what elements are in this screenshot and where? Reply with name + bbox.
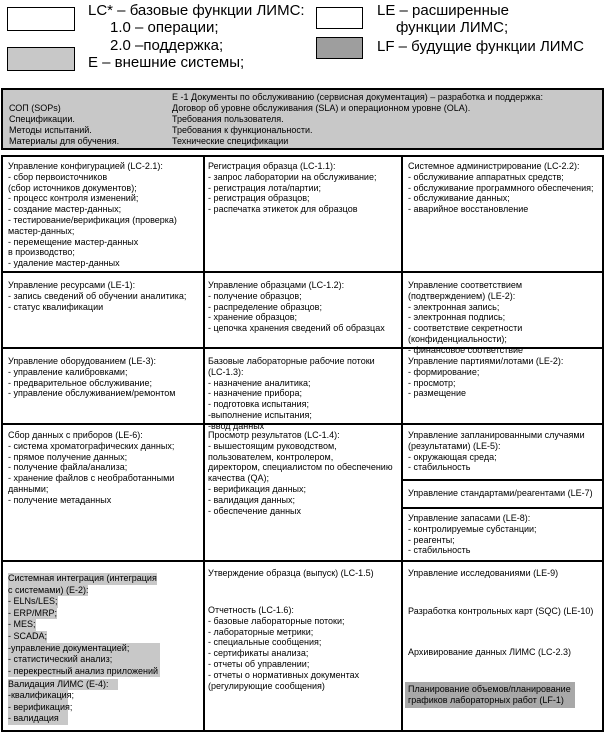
- cell-reporting: [208, 605, 359, 691]
- cell-equipment-management: [8, 356, 175, 399]
- grid-divider: [203, 157, 205, 730]
- cell-line: - назначение аналитика;: [208, 377, 311, 388]
- cell-line: - предварительное обслуживание;: [8, 377, 152, 388]
- cell-line: - SCADA;: [8, 630, 48, 641]
- grid-divider: [403, 507, 602, 509]
- cell-line: - верификация;: [8, 701, 73, 712]
- cell-results-review: [208, 430, 393, 516]
- cell-line: - отчеты об управлении;: [208, 658, 310, 669]
- cell-line: - просмотр;: [408, 377, 456, 388]
- cell-line: - базовые лабораторные потоки;: [208, 615, 345, 626]
- cell-line: - ELNs/LES;: [8, 596, 58, 607]
- cell-line: - вышестоящим руководством,: [208, 440, 337, 451]
- cell-line: - обслуживание данных;: [408, 193, 510, 204]
- cell-line: - прямое получение данных;: [8, 451, 128, 462]
- cell-line: -управление документацией;: [8, 643, 160, 655]
- cell-line: в производство;: [8, 247, 75, 258]
- cell-scheduled-events: [408, 430, 585, 473]
- cell-line: - перекрестный анализ приложений: [8, 665, 159, 676]
- cell-inventory-management: [408, 513, 537, 556]
- cell-line: - размещение: [408, 388, 467, 399]
- cell-line: Управление стандартами/реагентами (LE-7): [408, 488, 593, 498]
- cell-line: - назначение прибора;: [208, 388, 303, 399]
- cell-line: Управление образцами (LC-1.2):: [208, 280, 345, 290]
- cell-line: - распределение образцов;: [208, 301, 322, 312]
- cell-line: Отчетность (LC-1.6):: [208, 605, 294, 615]
- cell-line: - цепочка хранения сведений об образцах: [208, 323, 385, 334]
- legend-lc-line3: 2.0 –поддержка;: [110, 37, 224, 54]
- cell-instrument-data: [8, 430, 174, 506]
- cell-line: - аварийное восстановление: [408, 204, 529, 215]
- cell-line: Системное администрирование (LC-2.2):: [408, 161, 580, 171]
- cell-line: - управление обслуживанием/ремонтом: [8, 388, 176, 399]
- cell-line: пользователем, контролером,: [208, 451, 334, 462]
- cell-line: - электронная подпись;: [408, 312, 506, 323]
- functions-grid: [1, 155, 604, 732]
- cell-line: с системами) (E-2):: [8, 584, 89, 595]
- cell-line: данными;: [8, 483, 49, 494]
- cell-line: Утверждение образца (выпуск) (LC-1.5): [208, 568, 374, 578]
- band-left-item: СОП (SOPs): [9, 103, 61, 113]
- cell-line: - обслуживание аппаратных средств;: [408, 171, 564, 182]
- cell-line: (конфиденциальности);: [408, 333, 507, 344]
- band-left-list: [9, 103, 119, 147]
- documents-band: [1, 88, 604, 150]
- cell-line: графиков лабораторных работ (LF-1): [408, 694, 564, 705]
- cell-line: Управление оборудованием (LE-3):: [8, 356, 156, 366]
- cell-line: - обеспечение данных: [208, 505, 302, 516]
- grid-divider: [403, 479, 602, 481]
- cell-line: Просмотр результатов (LC-1.4):: [208, 430, 340, 440]
- cell-line: - создание мастер-данных;: [8, 204, 122, 215]
- cell-line: -ввод данных: [208, 420, 265, 431]
- cell-line: Планирование объемов/планирование: [408, 684, 571, 694]
- grid-divider: [401, 157, 403, 730]
- cell-line: Архивирование данных ЛИМС (LC-2.3): [408, 647, 571, 657]
- cell-line: - стабильность: [408, 462, 471, 473]
- cell-line: - отчеты о нормативных документах: [208, 669, 360, 680]
- band-right-item: E -1 Документы по обслуживанию (сервисная документация) – разработка и поддержка:: [172, 92, 543, 102]
- cell-line: - хранение образцов;: [208, 312, 298, 323]
- legend-swatch-e: [7, 47, 75, 71]
- grid-divider: [3, 560, 602, 562]
- cell-line: Валидация ЛИМС (E-4):: [8, 679, 118, 690]
- band-left-item: Методы испытаний.: [9, 125, 92, 135]
- cell-data-archiving: [408, 647, 571, 658]
- cell-line: (LC-1.3):: [208, 366, 244, 377]
- cell-line: - запись сведений об обучении аналитика;: [8, 290, 187, 301]
- cell-compliance-management: [408, 280, 523, 356]
- cell-line: Сбор данных с приборов (LE-6):: [8, 430, 143, 440]
- cell-line: - статус квалификации: [8, 301, 104, 312]
- legend-le-line1: LE – расширенные: [377, 2, 509, 19]
- cell-sample-registration: [208, 161, 376, 215]
- cell-line: - верификация данных;: [208, 483, 307, 494]
- cell-line: - сертификаты анализа;: [208, 648, 309, 659]
- cell-line: - сбор первоисточников: [8, 171, 108, 182]
- cell-line: (регулирующие сообщения): [208, 680, 325, 691]
- cell-line: - контролируемые субстанции;: [408, 523, 537, 534]
- cell-line: - удаление мастер-данных: [8, 258, 120, 269]
- cell-line: Разработка контрольных карт (SQC) (LE-10): [408, 606, 594, 616]
- cell-line: - регистрация лота/партии;: [208, 182, 322, 193]
- legend-lc-line1: LC* – базовые функции ЛИМС:: [88, 2, 305, 19]
- cell-resource-management: [8, 280, 186, 312]
- cell-line: - регистрация образцов;: [208, 193, 310, 204]
- cell-line: Управление запасами (LE-8):: [408, 513, 531, 523]
- band-left-item: Материалы для обучения.: [9, 136, 120, 146]
- cell-line: - соответствие секретности: [408, 323, 523, 334]
- grid-divider: [3, 271, 602, 273]
- cell-line: - формирование;: [408, 366, 480, 377]
- cell-capacity-planning: [405, 682, 575, 708]
- legend-swatch-lf: [316, 37, 363, 59]
- cell-line: - финансовое соответствие: [408, 344, 524, 355]
- cell-line: Базовые лабораторные рабочие потоки: [208, 356, 375, 366]
- cell-line: - стабильность: [408, 545, 471, 556]
- band-right-item: Технические спецификации: [172, 136, 289, 146]
- cell-system-administration: [408, 161, 593, 215]
- cell-line: Управление исследованиями (LE-9): [408, 568, 559, 578]
- cell-line: - процесс контроля изменений;: [8, 193, 139, 204]
- cell-line: - распечатка этикеток для образцов: [208, 204, 358, 215]
- legend-swatch-le: [316, 7, 363, 29]
- cell-line: - перемещение мастер-данных: [8, 236, 139, 247]
- cell-line: -квалификация;: [8, 690, 75, 701]
- cell-line: - специальные сообщения;: [208, 637, 322, 648]
- cell-line: - хранение файлов с необработанными: [8, 473, 175, 484]
- cell-study-management: [408, 568, 558, 579]
- cell-line: - MES;: [8, 619, 36, 630]
- legend-le-line2: функции ЛИМС;: [396, 19, 509, 36]
- band-right-item: Требования к функциональности.: [172, 125, 313, 135]
- cell-line: директором, специалистом по обеспечению: [208, 462, 393, 473]
- cell-line: - валидация: [8, 713, 118, 724]
- band-left-item: Спецификации.: [9, 114, 75, 124]
- cell-line: Системная интеграция (интеграция: [8, 573, 157, 583]
- cell-line: (сбор источников документов);: [8, 182, 137, 193]
- cell-line: - система хроматографических данных;: [8, 440, 175, 451]
- cell-control-charts: [408, 606, 593, 617]
- band-right-item: Требования пользователя.: [172, 114, 284, 124]
- cell-line: качества (QA);: [208, 473, 269, 484]
- legend-lf: LF – будущие функции ЛИМС: [377, 38, 584, 55]
- cell-line: - получение метаданных: [8, 494, 112, 505]
- cell-lab-workflows: [208, 356, 375, 432]
- cell-configuration-management: [8, 161, 177, 269]
- cell-line: - ERP/MRP;: [8, 607, 58, 618]
- band-right-list: [172, 92, 543, 147]
- cell-line: мастер-данных;: [8, 225, 75, 236]
- band-right-item: Договор об уровне обслуживания (SLA) и операционном уровне (OLA).: [172, 103, 471, 113]
- cell-sample-management: [208, 280, 385, 334]
- cell-line: Управление ресурсами (LE-1):: [8, 280, 136, 290]
- cell-standards-reagents: [408, 488, 593, 499]
- cell-line: - лабораторные метрики;: [208, 626, 314, 637]
- cell-line: Управление соответствием: [408, 280, 523, 290]
- cell-line: - управление калибровками;: [8, 366, 128, 377]
- cell-line: - запрос лаборатории на обслуживание;: [208, 171, 377, 182]
- cell-line: Регистрация образца (LC-1.1):: [208, 161, 336, 171]
- cell-line: - получение образцов;: [208, 290, 302, 301]
- cell-line: Управление партиями/лотами (LE-2):: [408, 356, 564, 366]
- cell-batch-management: [408, 356, 563, 399]
- legend-swatch-lc: [7, 7, 75, 31]
- cell-line: Управление конфигурацией (LC-2.1):: [8, 161, 163, 171]
- cell-line: - валидация данных;: [208, 494, 295, 505]
- cell-line: (результатами) (LE-5):: [408, 440, 501, 451]
- cell-line: Управление запланированными случаями: [408, 430, 585, 440]
- cell-line: -выполнение испытания;: [208, 409, 312, 420]
- cell-lims-validation: [8, 679, 118, 725]
- cell-line: - подготовка испытания;: [208, 399, 310, 410]
- cell-system-integration: [8, 573, 160, 677]
- cell-line: - получение файла/анализа;: [8, 462, 128, 473]
- legend-e: E – внешние системы;: [88, 54, 245, 71]
- cell-line: - обслуживание программного обеспечения;: [408, 182, 594, 193]
- cell-line: - окружающая среда;: [408, 451, 497, 462]
- cell-line: - электронная запись;: [408, 301, 500, 312]
- cell-line: - статистический анализ;: [8, 654, 160, 666]
- cell-sample-approval: [208, 568, 374, 579]
- cell-line: - реагенты;: [408, 534, 455, 545]
- legend-lc-line2: 1.0 – операции;: [110, 19, 219, 36]
- cell-line: - тестирование/верификация (проверка): [8, 214, 177, 225]
- cell-line: (подтверждением) (LE-2):: [408, 290, 516, 301]
